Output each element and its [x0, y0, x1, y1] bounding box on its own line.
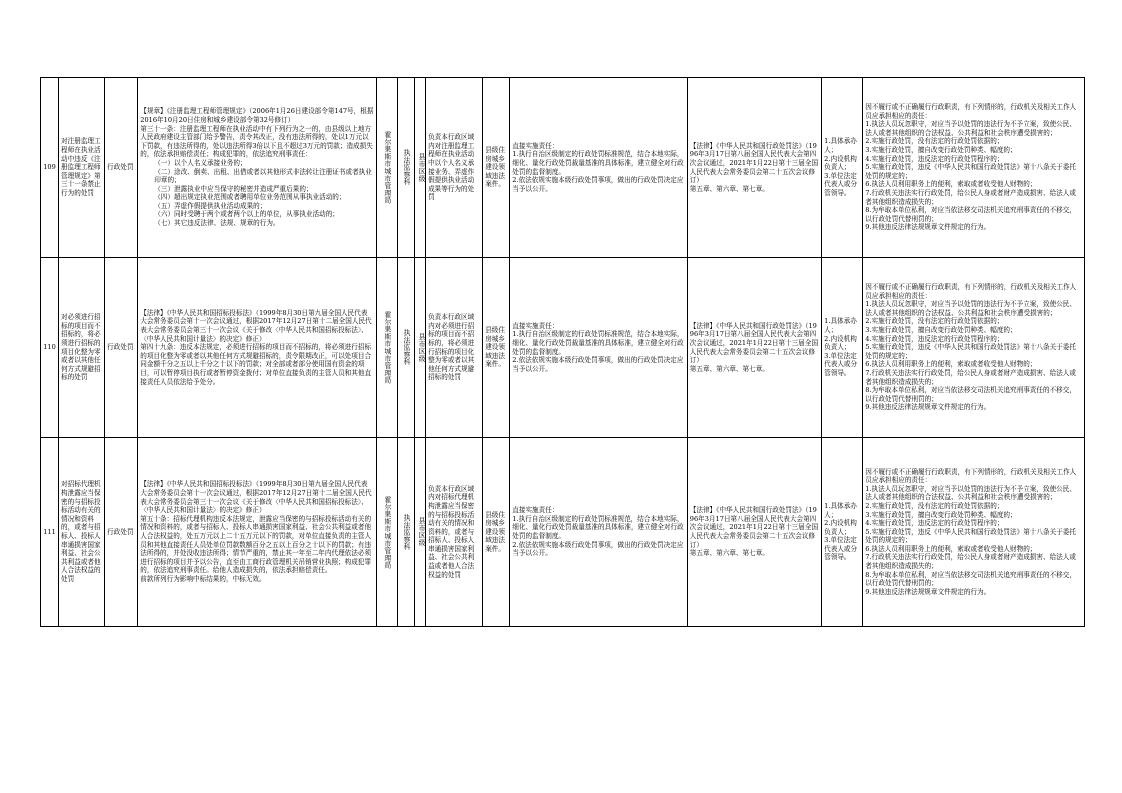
- basis-line: 第四十九条：违反本法规定，必须进行招标的项目而不招标的，将必须进行招标的项目化整为零或者以其他任何方式规避招标的，责令限期改正，可以处项目合同金额千分之五以上千分之十以下的罚款；对全部或者部分使用国有资金的项目，可以暂停项目执行或者暂停资金拨付；对单位直接负责的主管人员和其他直接责任人员依法给予处分。: [140, 343, 372, 386]
- basis-line: 【法律】《中华人民共和国招标投标法》（1999年8月30日第九届全国人民代表大会常务委员会第十一次会议通过，根据2017年12月27日第十二届全国人民代表大会常务委员会第三十一次会议《关于修改〈中华人民共和国招标投标法〉、〈中华人民共和国计量法〉的决定》修正）: [140, 480, 372, 515]
- accountability-line: 9.其他违反法律法规规章文件规定的行为。: [865, 587, 991, 596]
- law-line: 【法律】《中华人民共和国行政处罚法》（1996年3月17日第八届全国人民代表大会第四次会议通过，2021年1月22日第十三届全国人民代表大会常务委员会第二十五次会议修订）: [689, 506, 819, 549]
- subject-line: 3.单位法定代表人或分管领导。: [824, 536, 858, 562]
- item-name: 对招标代理机构泄露应当保密的与招标投标活动有关的情况和资料的，或者与招标人、投标人串通损害国家利益、社会公共利益或者他人合法权益的处罚: [59, 438, 105, 627]
- direct-liability: [510, 78, 688, 258]
- item-name: 对注册监理工程师在执业活动中违反《注册监理工程师管理规定》第三十一条禁止行为的处罚: [59, 78, 105, 258]
- accountability-line: 7.行政机关违法实行行政处罚，给公民人身或者财产造成损害、给法人或者其他组织造成损失的；: [865, 553, 1076, 571]
- accountability-line: 4.实施行政处罚，违反法定的行政处罚程序的；: [865, 154, 1004, 163]
- liability-line: 1.执行自治区级制定的行政处罚标准规范，结合本地实际，细化、量化行政处罚裁量基准的具体标准，建立健全对行政处罚的监督制度。: [512, 330, 684, 356]
- item-number: 109: [41, 78, 59, 258]
- implementing-body: 霍尔果斯市城市管理局: [376, 258, 397, 438]
- basis-line: （六）同时受聘于两个或者两个以上的单位，从事执业活动的；: [154, 210, 339, 219]
- subject-line: 1.具体承办人；: [824, 137, 857, 155]
- basis-line: 第三十一条：注册监理工程师在执业活动中有下列行为之一的，由县级以上地方人民政府建设主管部门给予警告，责令其改正，没有违法所得的，处以1万元以下罚款，有违法所得的，处以违法所得3倍以下且不超过3万元的罚款；造成损失的，依法承担赔偿责任；构成犯罪的，依法追究刑事责任：: [140, 124, 373, 159]
- item-number: 111: [41, 438, 59, 627]
- executing-unit: 执法监察科: [397, 258, 414, 438]
- law-line: 第五章、第六章、第七章。: [689, 549, 769, 558]
- direct-liability: [510, 438, 688, 627]
- coop-responsibility: 县级住房城乡建设领域违法案件。: [483, 258, 510, 438]
- basis-line: （七）其它违反法律、法规、规章的行为。: [154, 219, 280, 228]
- basis-line: （一）以个人名义承接业务的；: [154, 158, 247, 167]
- accountability-line: 2.实施行政处罚，没有法定的行政处罚依据的；: [865, 501, 1004, 510]
- law-line: 第五章、第六章、第七章。: [689, 364, 769, 373]
- executing-unit: 执法监察科: [397, 78, 414, 258]
- implementing-body: 霍尔果斯市城市管理局: [376, 438, 397, 627]
- level: 县市区级: [415, 438, 426, 627]
- accountability-line: 5.实施行政处罚，违反《中华人民共和国行政处罚法》第十八条关于委托处罚的规定的；: [865, 527, 1076, 545]
- liability-line: 直接实施责任：: [512, 321, 559, 330]
- subject-line: 2.内设机构负责人；: [824, 154, 857, 172]
- accountability-line: 2.实施行政处罚，没有法定的行政处罚依据的；: [865, 137, 1004, 146]
- liability-line: 1.执行自治区级制定的行政处罚标准规范，结合本地实际，细化、量化行政处罚裁量基准的具体标准，建立健全对行政处罚的监督制度。: [512, 150, 684, 176]
- subject-line: 2.内设机构负责人；: [824, 334, 857, 352]
- basis-line: （二）涂改、倒卖、出租、出借或者以其他形式非法转让注册证书或者执业印章的；: [154, 167, 372, 185]
- law-line: 第五章、第六章、第七章。: [689, 184, 769, 193]
- level: 县市区级: [415, 78, 426, 258]
- basis-line: 【法律】《中华人民共和国招标投标法》（1999年8月30日第九届全国人民代表大会常务委员会第十一次会议通过，根据2017年12月27日第十二届全国人民代表大会常务委员会第三十一次会议《关于修改〈中华人民共和国招标投标法〉、〈中华人民共和国计量法〉的决定》修正）: [140, 308, 372, 343]
- subject-line: 3.单位法定代表人或分管领导。: [824, 171, 858, 197]
- accountability-line: 3.实施行政处罚，擅自改变行政处罚种类、幅度的；: [865, 510, 1017, 519]
- item-name: 对必须进行招标的项目而不招标的，将必须进行招标的项目化整为零或者以其他任何方式规避招标的处罚: [59, 258, 105, 438]
- liability-line: 直接实施责任：: [512, 141, 559, 150]
- accountability-line: 8.为牟取本单位私利，对应当依法移交司法机关追究刑事责任的不移交，以行政处罚代替刑罚的；: [865, 570, 1076, 588]
- accountability-line: 5.实施行政处罚，违反《中华人民共和国行政处罚法》第十八条关于委托处罚的规定的；: [865, 343, 1076, 360]
- law-reference: [687, 258, 821, 438]
- accountability-line: 3.实施行政处罚，擅自改变行政处罚种类、幅度的；: [865, 146, 1017, 155]
- accountability: [863, 258, 1085, 438]
- item-type: 行政处罚: [105, 258, 138, 438]
- responsible-subject: [822, 438, 863, 627]
- table-row: [41, 258, 1085, 438]
- accountability-line: 6.执法人员利用职务上的便利，索取或者收受他人财物的；: [865, 180, 1037, 189]
- accountability-line: 9.其他违反法律法规规章文件规定的行为。: [865, 403, 991, 412]
- item-type: 行政处罚: [105, 438, 138, 627]
- accountability-line: 4.实施行政处罚，违反法定的行政处罚程序的；: [865, 519, 1004, 528]
- accountability-line: 1.执法人员玩忽职守，对应当予以处罚的违法行为不予立案，致使公民、法人或者其他组织的合法权益、公共利益和社会秩序遭受损害的；: [865, 484, 1076, 502]
- basis-line: 前款所列行为影响中标结果的，中标无效。: [140, 574, 266, 583]
- power-list-table: [40, 77, 1085, 627]
- basis-line: 【规章】《注册监理工程师管理规定》（2006年1月26日建设部令第147号，根据2016年10月20日住房和城乡建设部令第32号修订）: [140, 107, 374, 124]
- accountability-line: 3.实施行政处罚，擅自改变行政处罚种类、幅度的；: [865, 326, 1017, 335]
- accountability: [863, 78, 1085, 258]
- liability-line: 1.执行自治区级制定的行政处罚标准规范，结合本地实际，细化、量化行政处罚裁量基准的具体标准，建立健全对行政处罚的监督制度。: [512, 514, 684, 540]
- accountability-line: 因不履行或不正确履行行政职责，有下列情形的，行政机关及相关工作人员应承担相应的责任：: [865, 103, 1077, 120]
- responsible-subject: [822, 78, 863, 258]
- law-reference: [687, 78, 821, 258]
- table-row: [41, 78, 1085, 258]
- accountability-line: 6.执法人员利用职务上的便利，索取或者收受他人财物的；: [865, 544, 1037, 553]
- subject-line: 1.具体承办人；: [824, 501, 857, 519]
- implementing-body: 霍尔果斯市城市管理局: [376, 78, 397, 258]
- table-row: [41, 438, 1085, 627]
- law-reference: [687, 438, 821, 627]
- coop-responsibility: 县级住房城乡建设领域违法案件。: [483, 78, 510, 258]
- level: 县市区级: [415, 258, 426, 438]
- legal-basis: [138, 438, 377, 627]
- responsibility-content: 负责本行政区域内对注册监理工程师在执业活动中以个人名义承接业务、弄虚作假提供执业活动成果等行为的处罚: [426, 78, 483, 258]
- accountability-line: 8.为牟取本单位私利，对应当依法移交司法机关追究刑事责任的不移交，以行政处罚代替刑罚的；: [865, 206, 1076, 223]
- accountability-line: 4.实施行政处罚，违反法定的行政处罚程序的；: [865, 334, 1004, 343]
- legal-basis: [138, 78, 377, 258]
- accountability-line: 2.实施行政处罚，没有法定的行政处罚依据的；: [865, 317, 1004, 326]
- subject-line: 3.单位法定代表人或分管领导。: [824, 351, 858, 377]
- liability-line: 2.依法依规实施本级行政处罚事项，做出的行政处罚决定应当予以公开。: [512, 356, 684, 373]
- basis-line: 第五十条：招标代理机构违反本法规定，泄露应当保密的与招标投标活动有关的情况和资料的，或者与招标人、投标人串通损害国家利益、社会公共利益或者他人合法权益的，处五万元以上二十五万元以下的罚款，对单位直接负责的主管人员和其他直接责任人员处单位罚款数额百分之五以上百分之十以下的罚款；有违法所得的，并处没收违法所得；情节严重的，禁止其一年至二年内代理依法必须进行招标的项目并予以公告，直至由工商行政管理机关吊销营业执照；构成犯罪的，依法追究刑事责任。给他人造成损失的，依法承担赔偿责任。: [140, 514, 372, 575]
- accountability-line: 5.实施行政处罚，违反《中华人民共和国行政处罚法》第十八条关于委托处罚的规定的；: [865, 163, 1076, 180]
- responsibility-content: 负责本行政区域内对招标代理机构泄露应当保密的与招标投标活动有关的情况和资料的，或者与招标人、投标人串通损害国家利益、社会公共利益或者他人合法权益的处罚: [426, 438, 483, 627]
- direct-liability: [510, 258, 688, 438]
- item-type: 行政处罚: [105, 78, 138, 258]
- accountability-line: 6.执法人员利用职务上的便利，索取或者收受他人财物的；: [865, 360, 1037, 369]
- coop-responsibility: 县级住房城乡建设领域违法案件。: [483, 438, 510, 627]
- accountability-line: 7.行政机关违法实行行政处罚，给公民人身或者财产造成损害、给法人或者其他组织造成损失的；: [865, 188, 1076, 206]
- basis-line: （三）泄露执业中应当保守的秘密并造成严重后果的；: [154, 184, 313, 193]
- accountability-line: 因不履行或不正确履行行政职责，有下列情形的，行政机关及相关工作人员应承担相应的责任：: [865, 467, 1077, 485]
- accountability-line: 8.为牟取本单位私利，对应当依法移交司法机关追究刑事责任的不移交，以行政处罚代替刑罚的；: [865, 386, 1076, 403]
- liability-line: 直接实施责任：: [512, 506, 559, 515]
- law-line: 【法律】《中华人民共和国行政处罚法》（1996年3月17日第八届全国人民代表大会第四次会议通过，2021年1月22日第十三届全国人民代表大会常务委员会第二十五次会议修订）: [689, 141, 819, 185]
- law-line: 【法律】《中华人民共和国行政处罚法》（1996年3月17日第八届全国人民代表大会第四次会议通过，2021年1月22日第十三届全国人民代表大会常务委员会第二十五次会议修订）: [689, 321, 819, 365]
- accountability: [863, 438, 1085, 627]
- liability-line: 2.依法依规实施本级行政处罚事项，做出的行政处罚决定应当予以公开。: [512, 176, 684, 193]
- executing-unit: 执法监察科: [397, 438, 414, 627]
- responsible-subject: [822, 258, 863, 438]
- basis-line: （五）弄虚作假提供执业活动成果的；: [154, 201, 267, 210]
- accountability-line: 因不履行或不正确履行行政职责，有下列情形的，行政机关及相关工作人员应承担相应的责任：: [865, 283, 1077, 300]
- accountability-line: 1.执法人员玩忽职守，对应当予以处罚的违法行为不予立案，致使公民、法人或者其他组织的合法权益、公共利益和社会秩序遭受损害的；: [865, 300, 1076, 317]
- subject-line: 1.具体承办人；: [824, 317, 857, 335]
- accountability-line: 1.执法人员玩忽职守，对应当予以处罚的违法行为不予立案，致使公民、法人或者其他组织的合法权益、公共利益和社会秩序遭受损害的；: [865, 120, 1076, 137]
- liability-line: 2.依法依规实施本级行政处罚事项，做出的行政处罚决定应当予以公开。: [512, 540, 684, 558]
- item-number: 110: [41, 258, 59, 438]
- accountability-line: 9.其他违反法律法规规章文件规定的行为。: [865, 223, 991, 232]
- subject-line: 2.内设机构负责人；: [824, 519, 857, 536]
- basis-line: （四）超出规定执业范围或者聘用单位业务范围从事执业活动的；: [154, 193, 346, 202]
- legal-basis: [138, 258, 377, 438]
- accountability-line: 7.行政机关违法实行行政处罚，给公民人身或者财产造成损害、给法人或者其他组织造成损失的；: [865, 368, 1076, 386]
- responsibility-content: 负责本行政区域内对必须进行招标的项目而不招标的，将必须进行招标的项目化整为零或者以其他任何方式规避招标的处罚: [426, 258, 483, 438]
